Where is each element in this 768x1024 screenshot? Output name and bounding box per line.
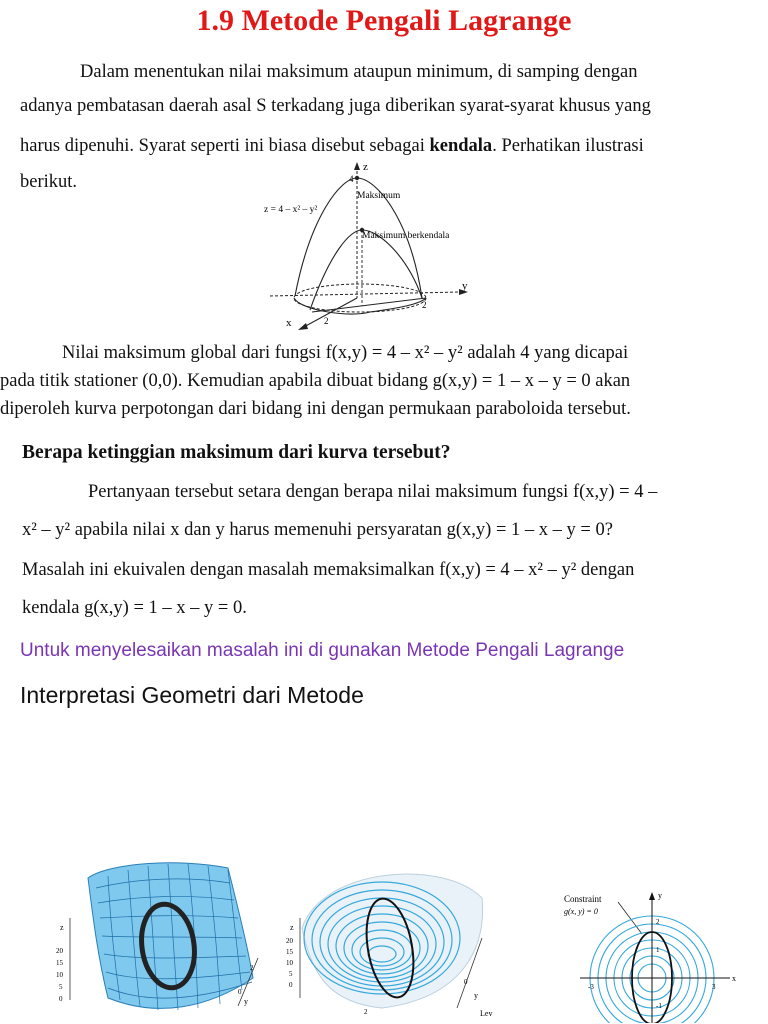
intro-keyword-kendala: kendala	[429, 136, 493, 156]
bowl-surface	[302, 874, 483, 1008]
base-ellipse	[294, 284, 426, 312]
paragraph-3	[22, 482, 757, 622]
axis-z-label: z	[363, 161, 368, 173]
question-heading: Berapa ketinggian maksimum dari kurva tersebut?	[22, 442, 451, 463]
x-axis-arrow	[298, 323, 308, 330]
intro-line-1: Dalam menentukan nilai maksimum ataupun minimum, di samping dengan	[80, 62, 638, 82]
fig2-tick-5: 5	[289, 970, 293, 978]
intro-line-4: berikut.	[20, 172, 78, 192]
paragraph-2-line-2: pada titik stationer (0,0). Kemudian apabila dibuat bidang g(x,y) = 1 – x – y = 0 akan	[0, 371, 631, 391]
intro-line-3-pre: harus dipenuhi. Syarat seperti ini biasa disebut sebagai	[20, 136, 430, 156]
fig3-y-label: y	[658, 891, 662, 900]
fig1-tick-10: 10	[56, 971, 63, 979]
fig2-tick-0-y: 0	[464, 978, 468, 986]
paraboloid-figure	[250, 158, 510, 333]
fig3-y-arrow	[649, 892, 655, 900]
fig3-constraint-label: Constraint	[564, 894, 602, 904]
paragraph-3-line-4: kendala g(x,y) = 1 – x – y = 0.	[22, 598, 247, 618]
tick-4-label: 4	[349, 174, 354, 184]
x-axis	[302, 298, 357, 328]
surface-mesh-figure	[48, 858, 268, 1023]
fig1-tick-20: 20	[56, 947, 63, 955]
constraint-curve	[310, 230, 422, 310]
fig2-tick-10: 10	[286, 959, 293, 967]
fig3-tick-neg1: -1	[656, 1002, 662, 1010]
paragraph-2	[0, 340, 768, 420]
fig3-x-label: x	[732, 974, 736, 983]
section-heading: Interpretasi Geometri dari Metode	[20, 682, 364, 708]
fig2-lev-label: Lev	[480, 1009, 493, 1018]
fig1-tick-15: 15	[56, 959, 63, 967]
maximum-point	[355, 176, 359, 180]
paragraph-3-line-3: Masalah ini ekuivalen dengan masalah memaksimalkan f(x,y) = 4 – x² – y² dengan	[22, 560, 635, 580]
paragraph-3-line-1: Pertanyaan tersebut setara dengan berapa nilai maksimum fungsi f(x,y) = 4 –	[88, 482, 658, 502]
tick-2b-label: 2	[324, 316, 329, 326]
fig1-tick-5: 5	[59, 983, 63, 991]
fig2-z-label: z	[290, 923, 294, 932]
fig1-tick-0: 0	[59, 995, 63, 1003]
axis-y-label: y	[462, 280, 468, 292]
z-axis-arrow	[354, 162, 360, 170]
purple-note: Untuk menyelesaikan masalah ini di gunakan Metode Pengali Lagrange	[20, 640, 625, 661]
intro-line-3-post: . Perhatikan ilustrasi	[492, 136, 644, 156]
fig2-tick-2: 2	[364, 1008, 368, 1016]
fig3-tick-2: 2	[656, 918, 660, 926]
fig3-tick-neg3: -3	[588, 983, 594, 991]
level-curves-figure	[530, 858, 760, 1023]
fig1-z-label: z	[60, 923, 64, 932]
contour-bowl-figure	[282, 858, 502, 1023]
fig1-tick-0-y: 0	[238, 988, 242, 996]
paragraph-2-line-1: Nilai maksimum global dari fungsi f(x,y) = 4 – x² – y² adalah 4 yang dicapai	[62, 343, 629, 363]
paragraph-2-line-3: diperoleh kurva perpotongan dari bidang ini dengan permukaan paraboloida tersebut.	[0, 399, 631, 419]
page-title: 1.9 Metode Pengali Lagrange	[196, 4, 572, 37]
tick-2a-label: 2	[422, 300, 427, 310]
axis-x-label: x	[286, 317, 292, 329]
fig1-tick-2: 2	[250, 964, 254, 972]
fig2-tick-0: 0	[289, 981, 293, 989]
paragraph-3-line-2: x² – y² apabila nilai x dan y harus memenuhi persyaratan g(x,y) = 1 – x – y = 0?	[22, 520, 613, 540]
fig3-tick-1: 1	[656, 946, 660, 954]
intro-line-2: adanya pembatasan daerah asal S terkadang juga diberikan syarat-syarat khusus yang	[20, 96, 651, 116]
intro-line-3	[20, 136, 644, 156]
fig1-y-label: y	[244, 997, 248, 1006]
constrained-maximum-label: Maksimum berkendala	[362, 231, 450, 241]
equation-label: z = 4 – x² – y²	[264, 205, 318, 215]
maximum-label: Maksimum	[357, 191, 401, 201]
fig2-y-label: y	[474, 991, 478, 1000]
fig2-tick-20: 20	[286, 937, 293, 945]
fig2-tick-15: 15	[286, 948, 293, 956]
fig3-tick-3: 3	[712, 983, 716, 991]
fig3-g-label: g(x, y) = 0	[564, 907, 598, 916]
